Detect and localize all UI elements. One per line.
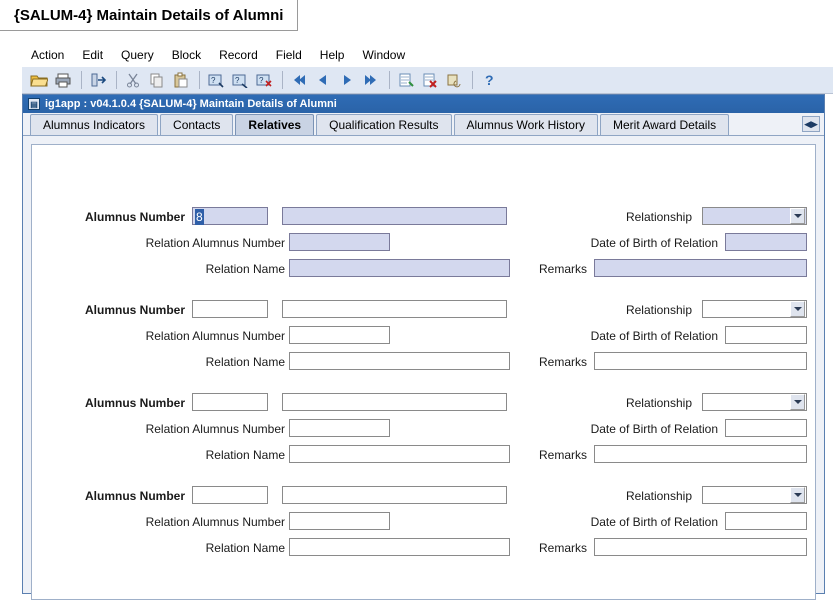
- menu-edit[interactable]: Edit: [82, 48, 104, 62]
- open-folder-icon[interactable]: [28, 69, 50, 91]
- alumnus-number-field[interactable]: [192, 207, 268, 225]
- relation-alumnus-number-label: Relation Alumnus Number: [145, 515, 285, 529]
- date-of-birth-of-relation-label: Date of Birth of Relation: [590, 515, 718, 529]
- relation-name-label: Relation Name: [205, 541, 285, 555]
- insert-record-icon[interactable]: [395, 69, 417, 91]
- menubar: [22, 44, 833, 66]
- tab-contacts[interactable]: Contacts: [160, 114, 233, 135]
- relationship-label: Relationship: [625, 489, 692, 503]
- menu-record[interactable]: Record: [219, 48, 258, 62]
- application-icon: ▤: [28, 98, 40, 110]
- alumnus-name-field[interactable]: [282, 300, 507, 318]
- menu-block[interactable]: Block: [171, 48, 202, 62]
- remarks-label: Remarks: [538, 541, 587, 555]
- toolbar-separator-5: [389, 71, 390, 89]
- chevron-down-icon[interactable]: [790, 394, 805, 410]
- alumnus-number-label: Alumnus Number: [84, 396, 185, 410]
- svg-text:?: ?: [235, 76, 240, 85]
- tab-merit-award-details[interactable]: Merit Award Details: [600, 114, 729, 135]
- alumnus-name-field[interactable]: [282, 393, 507, 411]
- toolbar-separator-6: [472, 71, 473, 89]
- svg-text:?: ?: [259, 76, 264, 85]
- window-title-tab[interactable]: [0, 0, 298, 31]
- toolbar: [22, 66, 833, 94]
- cancel-query-icon[interactable]: [253, 69, 275, 91]
- alumnus-number-field[interactable]: [192, 393, 268, 411]
- relation-name-label: Relation Name: [205, 355, 285, 369]
- tab-alumnus-indicators[interactable]: Alumnus Indicators: [30, 114, 158, 135]
- date-of-birth-of-relation-field[interactable]: [725, 233, 807, 251]
- tab-scroll-icon[interactable]: ◀▶: [802, 116, 820, 132]
- date-of-birth-of-relation-field[interactable]: [725, 512, 807, 530]
- alumnus-number-label: Alumnus Number: [84, 210, 185, 224]
- tab-relatives[interactable]: Relatives: [235, 114, 314, 135]
- remarks-label: Remarks: [538, 355, 587, 369]
- window-titlebar: [0, 0, 833, 31]
- remarks-field[interactable]: [594, 538, 807, 556]
- relationship-combo[interactable]: [702, 393, 807, 411]
- enter-query-icon[interactable]: [205, 69, 227, 91]
- application-titlebar[interactable]: [23, 95, 824, 113]
- toolbar-separator-3: [199, 71, 200, 89]
- application-title-text: ig1app : v04.1.0.4 {SALUM-4} Maintain Details of Alumni: [45, 98, 337, 110]
- alumnus-name-field[interactable]: [282, 486, 507, 504]
- tab-qualification-results[interactable]: Qualification Results: [316, 114, 451, 135]
- date-of-birth-of-relation-label: Date of Birth of Relation: [590, 236, 718, 250]
- chevron-down-icon[interactable]: [790, 208, 805, 224]
- relationship-combo[interactable]: [702, 207, 807, 225]
- paste-icon[interactable]: [170, 69, 192, 91]
- relatives-record-row: [32, 486, 815, 576]
- remarks-field[interactable]: [594, 445, 807, 463]
- date-of-birth-of-relation-field[interactable]: [725, 419, 807, 437]
- remarks-label: Remarks: [538, 448, 587, 462]
- relation-name-label: Relation Name: [205, 448, 285, 462]
- relation-alumnus-number-field[interactable]: [289, 233, 390, 251]
- previous-record-icon[interactable]: [312, 69, 334, 91]
- relationship-label: Relationship: [625, 210, 692, 224]
- form-canvas: [31, 144, 816, 600]
- print-icon[interactable]: [52, 69, 74, 91]
- execute-query-icon[interactable]: [229, 69, 251, 91]
- last-record-icon[interactable]: [360, 69, 382, 91]
- remarks-label: Remarks: [538, 262, 587, 276]
- menu-field[interactable]: Field: [275, 48, 302, 62]
- remove-record-icon[interactable]: [419, 69, 441, 91]
- relatives-record-row: [32, 393, 815, 483]
- menu-window[interactable]: Window: [362, 48, 406, 62]
- relation-alumnus-number-label: Relation Alumnus Number: [145, 422, 285, 436]
- svg-text:?: ?: [485, 72, 494, 88]
- relation-alumnus-number-field[interactable]: [289, 419, 390, 437]
- menu-query[interactable]: Query: [121, 48, 154, 62]
- relationship-combo[interactable]: [702, 486, 807, 504]
- window-title-text: {SALUM-4} Maintain Details of Alumni: [14, 6, 284, 24]
- application-window: [22, 94, 825, 594]
- tabstrip: [23, 113, 824, 136]
- exit-icon[interactable]: [87, 69, 109, 91]
- chevron-down-icon[interactable]: [790, 301, 805, 317]
- first-record-icon[interactable]: [288, 69, 310, 91]
- relationship-label: Relationship: [625, 396, 692, 410]
- svg-text:?: ?: [211, 76, 216, 85]
- relation-alumnus-number-label: Relation Alumnus Number: [145, 236, 285, 250]
- relationship-label: Relationship: [625, 303, 692, 317]
- remarks-field[interactable]: [594, 259, 807, 277]
- date-of-birth-of-relation-label: Date of Birth of Relation: [590, 422, 718, 436]
- lock-record-icon[interactable]: [443, 69, 465, 91]
- alumnus-number-label: Alumnus Number: [84, 303, 185, 317]
- menu-action[interactable]: Action: [31, 48, 65, 62]
- toolbar-separator-1: [81, 71, 82, 89]
- relatives-record-row: [32, 207, 815, 297]
- copy-icon[interactable]: [146, 69, 168, 91]
- date-of-birth-of-relation-field[interactable]: [725, 326, 807, 344]
- alumnus-number-value: 8: [196, 210, 203, 224]
- alumnus-name-field[interactable]: [282, 207, 507, 225]
- tab-alumnus-work-history[interactable]: Alumnus Work History: [454, 114, 598, 135]
- relatives-record-row: [32, 300, 815, 390]
- toolbar-separator-4: [282, 71, 283, 89]
- relation-alumnus-number-label: Relation Alumnus Number: [145, 329, 285, 343]
- next-record-icon[interactable]: [336, 69, 358, 91]
- relationship-combo[interactable]: [702, 300, 807, 318]
- date-of-birth-of-relation-label: Date of Birth of Relation: [590, 329, 718, 343]
- menu-help[interactable]: Help: [319, 48, 345, 62]
- alumnus-number-label: Alumnus Number: [84, 489, 185, 503]
- relation-name-label: Relation Name: [205, 262, 285, 276]
- chevron-down-icon[interactable]: [790, 487, 805, 503]
- alumnus-number-field[interactable]: [192, 300, 268, 318]
- cut-icon[interactable]: [122, 69, 144, 91]
- help-icon[interactable]: [478, 69, 500, 91]
- toolbar-separator-2: [116, 71, 117, 89]
- relation-alumnus-number-field[interactable]: [289, 326, 390, 344]
- remarks-field[interactable]: [594, 352, 807, 370]
- alumnus-number-field[interactable]: [192, 486, 268, 504]
- relation-alumnus-number-field[interactable]: [289, 512, 390, 530]
